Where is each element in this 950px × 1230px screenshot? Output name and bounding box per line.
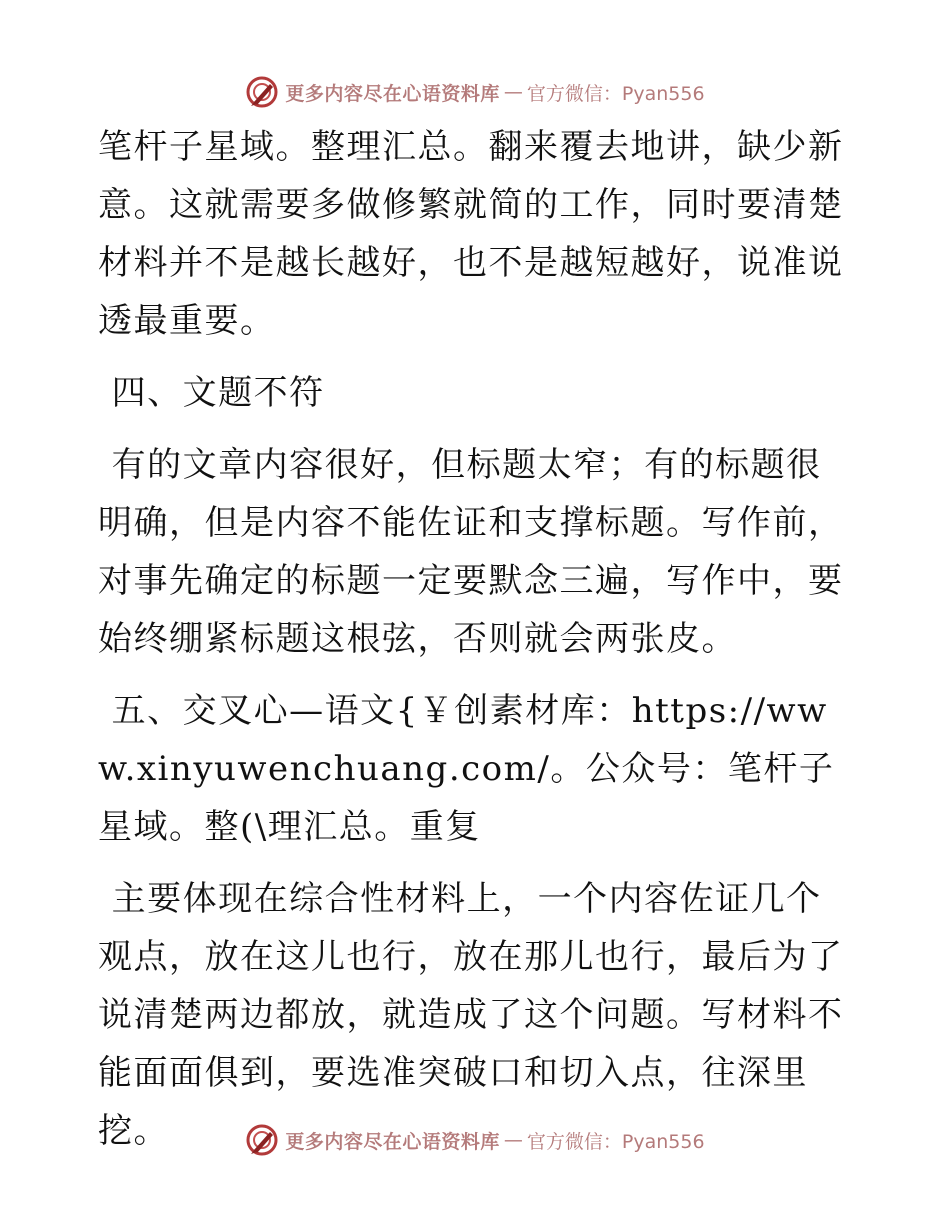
- watermark-wechat-text: 官方微信：Pyan556: [526, 82, 705, 105]
- footer-watermark: [0, 1120, 950, 1160]
- watermark-wechat-text: 官方微信：Pyan556: [526, 1130, 705, 1153]
- watermark-dash: —: [503, 1129, 523, 1151]
- paragraph-continuation: 笔杆子星域。整理汇总。翻来覆去地讲，缺少新意。这就需要多做修繁就简的工作，同时要清楚材料并不是越长越好，也不是越短越好，说准说透最重要。: [98, 127, 844, 341]
- watermark-dash: —: [503, 81, 523, 103]
- header-watermark: [0, 72, 950, 112]
- watermark-main-text: 更多内容尽在心语资料库: [285, 82, 500, 105]
- brush-logo-icon: [245, 1123, 279, 1157]
- brush-logo-icon: [245, 75, 279, 109]
- section-heading-four: 四、文题不符: [111, 373, 325, 413]
- document-body: [98, 118, 850, 1160]
- paragraph-repetition: 主要体现在综合性材料上，一个内容佐证几个观点，放在这儿也行，放在那儿也行，最后为了说清楚两边都放，就造成了这个问题。写材料不能面面俱到，要选准突破口和切入点，往深里挖。: [98, 879, 844, 1151]
- paragraph-title-mismatch: 有的文章内容很好，但标题太窄；有的标题很明确，但是内容不能佐证和支撑标题。写作前，对事先确定的标题一定要默念三遍，写作中，要始终绷紧标题这根弦，否则就会两张皮。: [98, 445, 844, 659]
- section-heading-five: 五、交叉心—语文{￥创素材库：https://www.xinyuwenchuang.com/。公众号：笔杆子星域。整(\理汇总。重复: [98, 691, 835, 847]
- watermark-main-text: 更多内容尽在心语资料库: [285, 1130, 500, 1153]
